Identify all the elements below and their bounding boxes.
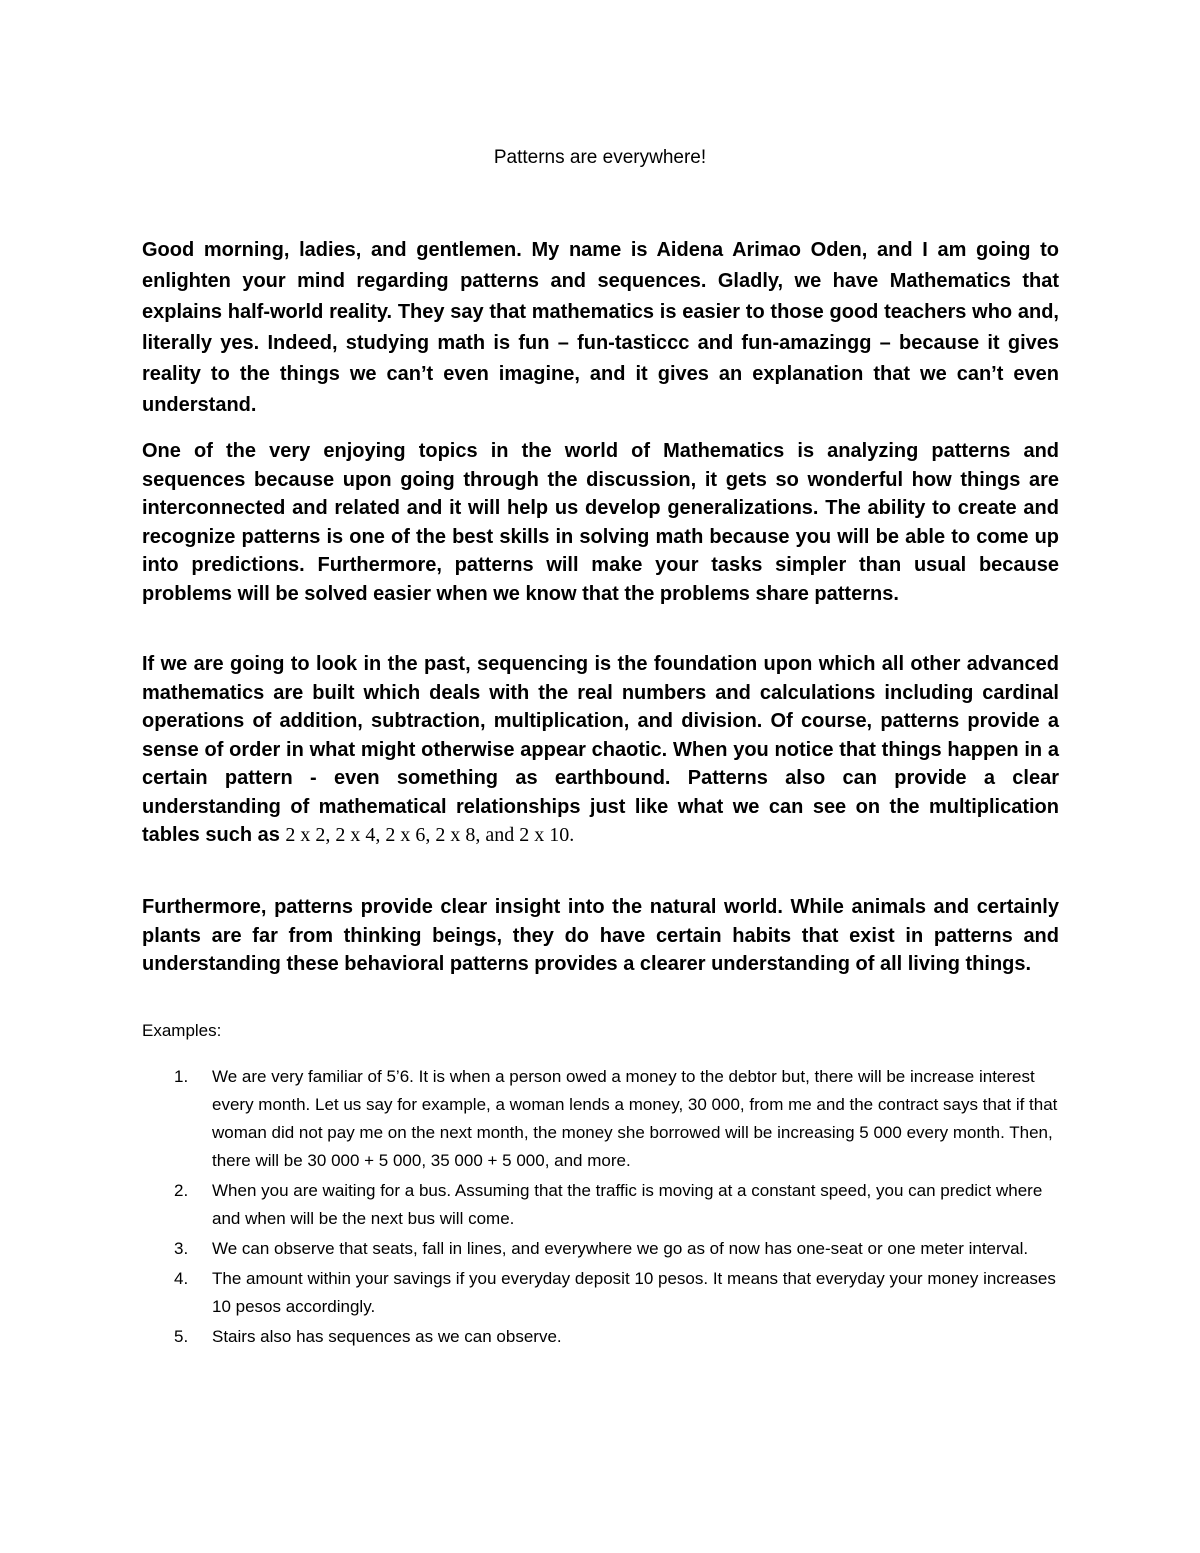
list-item-text: We are very familiar of 5’6. It is when a person owed a money to the debtor but, there will be increase interest every month. Let us say for example, a woman lends a money, 30 000, from me and the contract says that if that woman did not pay me on the next month, the money she borrowed will be increasing 5 000 every month. Then, there will be 30 000 + 5 000, 35 000 + 5 000, and more.: [212, 1067, 1058, 1170]
examples-list: [142, 1063, 1059, 1353]
list-item: [142, 1177, 1059, 1233]
list-item: [142, 1323, 1059, 1351]
paragraph-natural-world: Furthermore, patterns provide clear insight into the natural world. While animals and certainly plants are far from thinking beings, they do have certain habits that exist in patterns and understanding these behavioral patterns provides a clearer understanding of all living things.: [142, 896, 1059, 975]
list-item-number: 3.: [174, 1239, 189, 1258]
paragraph-history-text: If we are going to look in the past, sequencing is the foundation upon which all other advanced mathematics are built which deals with the real numbers and calculations including cardinal operations of addition, subtraction, multiplication, and division. Of course, patterns provide a sense of order in what might otherwise appear chaotic. When you notice that things happen in a certain pattern - even something as earthbound. Patterns also can provide a clear understanding of mathematical relationships just like what we can see on the multiplication tables such as: [142, 653, 1059, 846]
list-item-text: The amount within your savings if you everyday deposit 10 pesos. It means that everyday your money increases 10 pesos accordingly.: [212, 1269, 1056, 1316]
multiplication-examples: 2 x 2, 2 x 4, 2 x 6, 2 x 8, and 2 x 10.: [285, 824, 575, 846]
paragraph-history-of-sequencing: [142, 650, 1059, 850]
list-item-number: 5.: [174, 1327, 189, 1346]
list-item: [142, 1235, 1059, 1263]
list-item-text: We can observe that seats, fall in lines, and everywhere we go as of now has one-seat or one meter interval.: [212, 1239, 1029, 1258]
list-item-number: 4.: [174, 1269, 189, 1288]
list-item-text: When you are waiting for a bus. Assuming that the traffic is moving at a constant speed, you can predict where and when will be the next bus will come.: [212, 1181, 1043, 1228]
list-item: [142, 1265, 1059, 1321]
list-item-number: 1.: [174, 1067, 189, 1086]
list-item: [142, 1063, 1059, 1175]
examples-label: Examples:: [142, 1021, 222, 1040]
list-item-text: Stairs also has sequences as we can observe.: [212, 1327, 562, 1346]
paragraph-patterns-and-sequences: One of the very enjoying topics in the world of Mathematics is analyzing patterns and sequences because upon going through the discussion, it gets so wonderful how things are interconnected and related and it will help us develop generalizations. The ability to create and recognize patterns is one of the best skills in solving math because you will be able to come up into predictions. Furthermore, patterns will make your tasks simpler than usual because problems will be solved easier when we know that the problems share patterns.: [142, 440, 1059, 605]
list-item-number: 2.: [174, 1181, 189, 1200]
document-title: Patterns are everywhere!: [493, 147, 707, 168]
paragraph-introduction: Good morning, ladies, and gentlemen. My name is Aidena Arimao Oden, and I am going to enlighten your mind regarding patterns and sequences. Gladly, we have Mathematics that explains half-world reality. They say that mathematics is easier to those good teachers who and, literally yes. Indeed, studying math is fun – fun-tasticcc and fun-amazingg – because it gives reality to the things we can’t even imagine, and it gives an explanation that we can’t even understand.: [142, 239, 1059, 416]
